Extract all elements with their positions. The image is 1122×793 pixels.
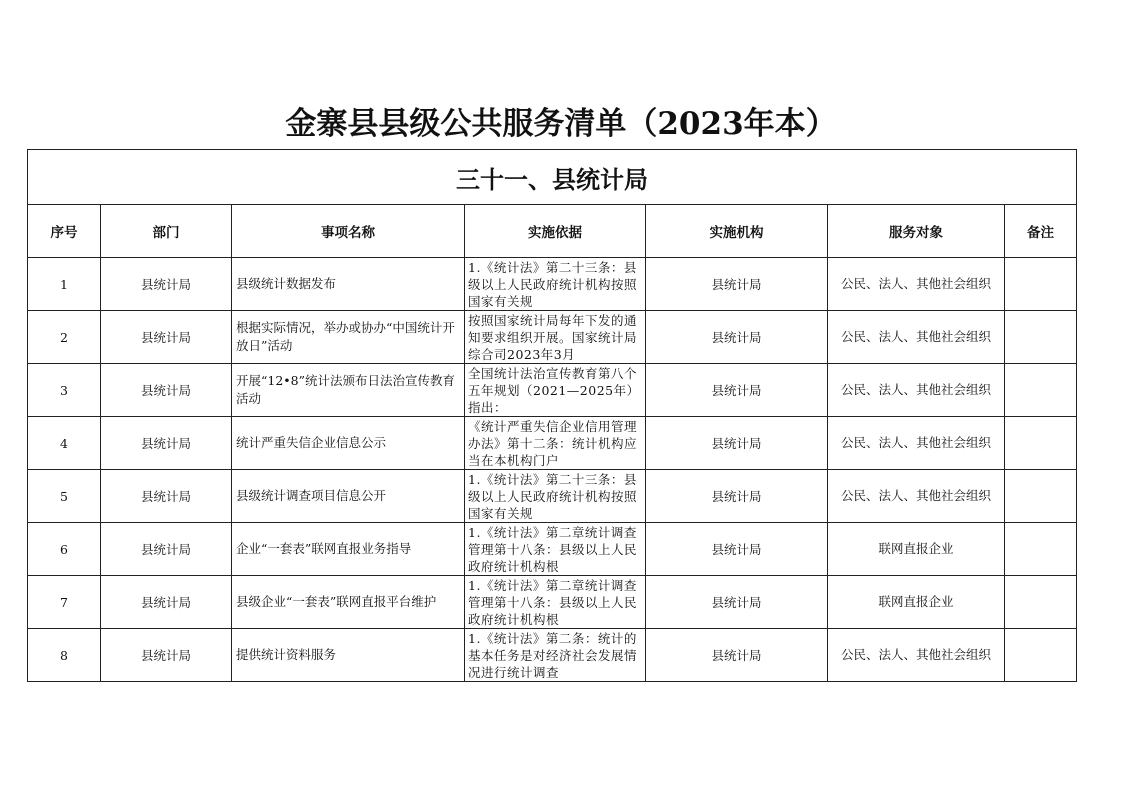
- cell-dept: 县统计局: [101, 364, 232, 417]
- cell-target: [828, 470, 1005, 523]
- cell-note: [1005, 258, 1077, 311]
- cell-basis: [465, 311, 646, 364]
- section-heading: 三十一、县统计局: [28, 150, 1077, 205]
- cell-item: 开展“12•8”统计法颁布日法治宣传教育活动: [232, 364, 465, 417]
- cell-dept: 县统计局: [101, 576, 232, 629]
- cell-target: [828, 417, 1005, 470]
- cell-basis: [465, 258, 646, 311]
- cell-item: 县级统计调查项目信息公开: [232, 470, 465, 523]
- cell-basis: [465, 523, 646, 576]
- cell-dept: 县统计局: [101, 311, 232, 364]
- cell-target: [828, 629, 1005, 682]
- cell-note: [1005, 470, 1077, 523]
- cell-item: 统计严重失信企业信息公示: [232, 417, 465, 470]
- cell-basis: [465, 417, 646, 470]
- cell-no: 4: [28, 417, 101, 470]
- cell-basis-text: 按照国家统计局每年下发的通知要求组织开展。国家统计局综合司2023年3月: [468, 313, 638, 362]
- table-row: [28, 576, 1077, 629]
- table-row: [28, 523, 1077, 576]
- cell-target-text: 公民、法人、其他社会组织: [840, 435, 991, 450]
- header-agency: 实施机构: [646, 205, 828, 258]
- cell-basis-text: 1.《统计法》第二章统计调查管理第十八条：县级以上人民政府统计机构根: [468, 578, 638, 627]
- cell-note: [1005, 364, 1077, 417]
- header-item: 事项名称: [232, 205, 465, 258]
- table-row: [28, 258, 1077, 311]
- service-list-table: [27, 149, 1077, 682]
- cell-target: [828, 311, 1005, 364]
- cell-agency: 县统计局: [646, 417, 828, 470]
- cell-note: [1005, 629, 1077, 682]
- cell-target: [828, 258, 1005, 311]
- cell-dept: 县统计局: [101, 258, 232, 311]
- cell-target: [828, 576, 1005, 629]
- cell-target-text: 公民、法人、其他社会组织: [840, 329, 991, 344]
- cell-basis-text: 1.《统计法》第二十三条：县级以上人民政府统计机构按照国家有关规: [468, 472, 638, 521]
- cell-target-text: 公民、法人、其他社会组织: [840, 488, 991, 503]
- cell-dept: 县统计局: [101, 629, 232, 682]
- table-row: [28, 417, 1077, 470]
- cell-no: 8: [28, 629, 101, 682]
- cell-target: [828, 364, 1005, 417]
- cell-dept: 县统计局: [101, 470, 232, 523]
- cell-basis-text: 《统计严重失信企业信用管理办法》第十二条：统计机构应当在本机构门户: [468, 419, 638, 468]
- cell-basis: [465, 629, 646, 682]
- cell-no: 2: [28, 311, 101, 364]
- cell-agency: 县统计局: [646, 311, 828, 364]
- cell-target-text: 联网直报企业: [878, 594, 954, 609]
- header-row: [28, 205, 1077, 258]
- cell-target-text: 公民、法人、其他社会组织: [840, 382, 991, 397]
- cell-item: 企业“一套表”联网直报业务指导: [232, 523, 465, 576]
- cell-note: [1005, 523, 1077, 576]
- cell-note: [1005, 311, 1077, 364]
- table-row: [28, 311, 1077, 364]
- cell-basis-text: 1.《统计法》第二章统计调查管理第十八条：县级以上人民政府统计机构根: [468, 525, 638, 574]
- cell-basis-text: 1.《统计法》第二十三条：县级以上人民政府统计机构按照国家有关规: [468, 260, 638, 309]
- header-target: 服务对象: [828, 205, 1005, 258]
- cell-note: [1005, 417, 1077, 470]
- cell-note: [1005, 576, 1077, 629]
- cell-agency: 县统计局: [646, 629, 828, 682]
- cell-dept: 县统计局: [101, 523, 232, 576]
- cell-dept: 县统计局: [101, 417, 232, 470]
- cell-target-text: 公民、法人、其他社会组织: [840, 647, 991, 662]
- cell-target: [828, 523, 1005, 576]
- cell-basis: [465, 470, 646, 523]
- table-row: [28, 629, 1077, 682]
- cell-item: 县级企业“一套表”联网直报平台维护: [232, 576, 465, 629]
- cell-no: 5: [28, 470, 101, 523]
- cell-basis: [465, 576, 646, 629]
- cell-agency: 县统计局: [646, 470, 828, 523]
- cell-agency: 县统计局: [646, 523, 828, 576]
- cell-no: 7: [28, 576, 101, 629]
- cell-target-text: 公民、法人、其他社会组织: [840, 276, 991, 291]
- table-row: [28, 364, 1077, 417]
- cell-target-text: 联网直报企业: [878, 541, 954, 556]
- table-row: [28, 470, 1077, 523]
- header-note: 备注: [1005, 205, 1077, 258]
- cell-item: 县级统计数据发布: [232, 258, 465, 311]
- cell-no: 6: [28, 523, 101, 576]
- cell-no: 3: [28, 364, 101, 417]
- header-dept: 部门: [101, 205, 232, 258]
- cell-item: 提供统计资料服务: [232, 629, 465, 682]
- document-title: 金寨县县级公共服务清单（2023年本）: [285, 106, 837, 142]
- cell-basis: [465, 364, 646, 417]
- header-basis: 实施依据: [465, 205, 646, 258]
- cell-basis-text: 全国统计法治宣传教育第八个五年规划（2021—2025年）指出：: [468, 366, 640, 415]
- cell-agency: 县统计局: [646, 576, 828, 629]
- cell-agency: 县统计局: [646, 364, 828, 417]
- cell-no: 1: [28, 258, 101, 311]
- header-no: 序号: [28, 205, 101, 258]
- cell-item: 根据实际情况，举办或协办“中国统计开放日”活动: [232, 311, 465, 364]
- cell-agency: 县统计局: [646, 258, 828, 311]
- cell-basis-text: 1.《统计法》第二条：统计的基本任务是对经济社会发展情况进行统计调查: [468, 631, 638, 680]
